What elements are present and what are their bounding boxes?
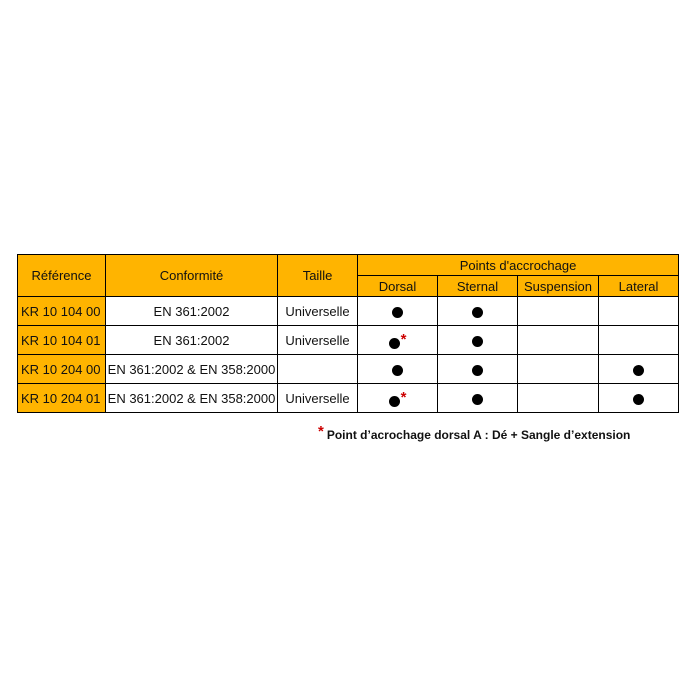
cell-lateral	[599, 355, 679, 384]
cell-dorsal	[358, 326, 438, 355]
footnote	[318, 423, 630, 442]
cell-size: Universelle	[278, 326, 358, 355]
cell-size: Universelle	[278, 384, 358, 413]
cell-conformity: EN 361:2002 & EN 358:2000	[106, 384, 278, 413]
header-lateral: Lateral	[599, 276, 679, 297]
filled-circle-icon	[389, 396, 400, 407]
cell-conformity: EN 361:2002	[106, 326, 278, 355]
filled-circle-icon	[633, 394, 644, 405]
cell-dorsal	[358, 355, 438, 384]
harness-spec-table	[17, 254, 679, 413]
cell-dorsal	[358, 384, 438, 413]
filled-circle-icon	[392, 365, 403, 376]
header-sternal: Sternal	[438, 276, 518, 297]
table-row	[18, 355, 679, 384]
cell-suspension	[518, 384, 599, 413]
table-row	[18, 297, 679, 326]
table-row	[18, 326, 679, 355]
header-conformity: Conformité	[106, 255, 278, 297]
cell-sternal	[438, 297, 518, 326]
cell-reference: KR 10 204 01	[18, 384, 106, 413]
table-body	[18, 297, 679, 413]
cell-suspension	[518, 355, 599, 384]
cell-size: Universelle	[278, 297, 358, 326]
footnote-asterisk-icon: *	[318, 423, 324, 440]
cell-suspension	[518, 297, 599, 326]
cell-reference: KR 10 204 00	[18, 355, 106, 384]
header-reference: Référence	[18, 255, 106, 297]
cell-lateral	[599, 326, 679, 355]
cell-suspension	[518, 326, 599, 355]
asterisk-icon: *	[400, 330, 407, 348]
filled-circle-icon	[472, 394, 483, 405]
cell-reference: KR 10 104 00	[18, 297, 106, 326]
cell-dorsal	[358, 297, 438, 326]
filled-circle-icon	[472, 365, 483, 376]
cell-lateral	[599, 384, 679, 413]
filled-circle-icon	[633, 365, 644, 376]
cell-sternal	[438, 384, 518, 413]
cell-size	[278, 355, 358, 384]
filled-circle-icon	[392, 307, 403, 318]
header-dorsal: Dorsal	[358, 276, 438, 297]
header-attachment-points: Points d'accrochage	[358, 255, 679, 276]
table-row	[18, 384, 679, 413]
header-size: Taille	[278, 255, 358, 297]
filled-circle-icon	[472, 336, 483, 347]
cell-conformity: EN 361:2002	[106, 297, 278, 326]
cell-sternal	[438, 326, 518, 355]
cell-lateral	[599, 297, 679, 326]
cell-conformity: EN 361:2002 & EN 358:2000	[106, 355, 278, 384]
header-suspension: Suspension	[518, 276, 599, 297]
filled-circle-icon	[472, 307, 483, 318]
asterisk-icon: *	[400, 388, 407, 406]
footnote-text: Point d’acrochage dorsal A : Dé + Sangle d’extension	[326, 428, 631, 442]
filled-circle-icon	[389, 338, 400, 349]
cell-reference: KR 10 104 01	[18, 326, 106, 355]
cell-sternal	[438, 355, 518, 384]
